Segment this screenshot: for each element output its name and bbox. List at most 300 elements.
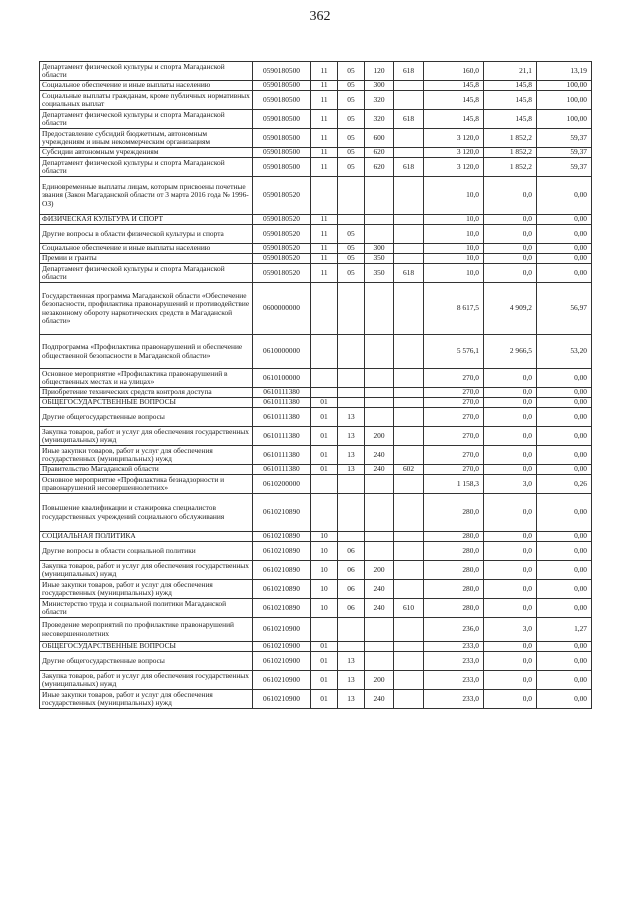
target-code: 0610111380: [253, 465, 311, 475]
table-row: [40, 225, 592, 244]
planned-amount: 10,0: [424, 264, 484, 283]
subsection-code: 05: [338, 91, 365, 110]
planned-amount: 145,8: [424, 91, 484, 110]
subsection-code: [338, 475, 365, 494]
expense-type: [365, 618, 394, 642]
table-row: [40, 283, 592, 335]
execution-percent: 0,00: [537, 369, 592, 388]
planned-amount: 280,0: [424, 561, 484, 580]
expense-type: 240: [365, 599, 394, 618]
execution-percent: 0,00: [537, 652, 592, 671]
execution-percent: 56,97: [537, 283, 592, 335]
execution-percent: 59,37: [537, 148, 592, 158]
item-name: Другие общегосударственные вопросы: [40, 408, 253, 427]
item-name: Социальное обеспечение и иные выплаты населению: [40, 81, 253, 91]
table-row: [40, 618, 592, 642]
expense-type: 350: [365, 254, 394, 264]
execution-percent: 0,00: [537, 215, 592, 225]
subsection-code: 05: [338, 148, 365, 158]
execution-percent: 0,00: [537, 264, 592, 283]
section-code: 01: [311, 671, 338, 690]
execution-percent: 0,00: [537, 254, 592, 264]
administrator-code: 618: [394, 264, 424, 283]
expense-type: [365, 335, 394, 369]
execution-percent: 0,00: [537, 599, 592, 618]
subsection-code: [338, 494, 365, 532]
section-code: [311, 494, 338, 532]
expense-type: 300: [365, 81, 394, 91]
section-code: 10: [311, 561, 338, 580]
expense-type: 320: [365, 110, 394, 129]
planned-amount: 233,0: [424, 642, 484, 652]
target-code: 0590180520: [253, 177, 311, 215]
subsection-code: 05: [338, 81, 365, 91]
executed-amount: 1 852,2: [484, 158, 537, 177]
executed-amount: 0,0: [484, 388, 537, 398]
target-code: 0590180520: [253, 264, 311, 283]
item-name: Департамент физической культуры и спорта Магаданской области: [40, 158, 253, 177]
administrator-code: [394, 494, 424, 532]
execution-percent: 100,00: [537, 81, 592, 91]
execution-percent: 100,00: [537, 91, 592, 110]
item-name: Повышение квалификации и стажировка специалистов государственных учреждений социального обслуживания: [40, 494, 253, 532]
executed-amount: 0,0: [484, 642, 537, 652]
table-row: [40, 110, 592, 129]
administrator-code: 610: [394, 599, 424, 618]
planned-amount: 3 120,0: [424, 129, 484, 148]
table-row: [40, 62, 592, 81]
table-row: [40, 690, 592, 709]
expense-type: [365, 369, 394, 388]
planned-amount: 1 158,3: [424, 475, 484, 494]
expense-type: [365, 177, 394, 215]
item-name: ОБЩЕГОСУДАРСТВЕННЫЕ ВОПРОСЫ: [40, 642, 253, 652]
executed-amount: 0,0: [484, 427, 537, 446]
subsection-code: [338, 283, 365, 335]
planned-amount: 10,0: [424, 254, 484, 264]
target-code: 0610111380: [253, 398, 311, 408]
executed-amount: 0,0: [484, 369, 537, 388]
planned-amount: 280,0: [424, 532, 484, 542]
section-code: [311, 283, 338, 335]
subsection-code: [338, 388, 365, 398]
section-code: 11: [311, 254, 338, 264]
execution-percent: 0,00: [537, 427, 592, 446]
subsection-code: 05: [338, 264, 365, 283]
section-code: 11: [311, 62, 338, 81]
execution-percent: 13,19: [537, 62, 592, 81]
target-code: 0610210900: [253, 618, 311, 642]
execution-percent: 0,00: [537, 244, 592, 254]
subsection-code: [338, 369, 365, 388]
planned-amount: 10,0: [424, 215, 484, 225]
item-name: Премии и гранты: [40, 254, 253, 264]
planned-amount: 8 617,5: [424, 283, 484, 335]
subsection-code: [338, 618, 365, 642]
execution-percent: 0,00: [537, 580, 592, 599]
section-code: 11: [311, 264, 338, 283]
table-row: [40, 215, 592, 225]
executed-amount: 0,0: [484, 542, 537, 561]
administrator-code: 618: [394, 62, 424, 81]
planned-amount: 270,0: [424, 408, 484, 427]
administrator-code: 618: [394, 158, 424, 177]
target-code: 0600000000: [253, 283, 311, 335]
table-row: [40, 264, 592, 283]
table-row: [40, 580, 592, 599]
section-code: [311, 177, 338, 215]
page-number: 362: [309, 9, 331, 24]
executed-amount: 0,0: [484, 177, 537, 215]
expense-type: 620: [365, 158, 394, 177]
table-row: [40, 369, 592, 388]
target-code: 0590180500: [253, 110, 311, 129]
item-name: Закупка товаров, работ и услуг для обеспечения государственных (муниципальных) нужд: [40, 671, 253, 690]
execution-percent: 0,00: [537, 388, 592, 398]
expense-type: 200: [365, 671, 394, 690]
executed-amount: 1 852,2: [484, 129, 537, 148]
target-code: 0610111380: [253, 427, 311, 446]
executed-amount: 4 909,2: [484, 283, 537, 335]
subsection-code: 13: [338, 446, 365, 465]
section-code: [311, 335, 338, 369]
target-code: 0590180520: [253, 254, 311, 264]
table-row: [40, 388, 592, 398]
subsection-code: [338, 177, 365, 215]
administrator-code: [394, 244, 424, 254]
target-code: 0590180500: [253, 91, 311, 110]
table-row: [40, 177, 592, 215]
subsection-code: 05: [338, 158, 365, 177]
administrator-code: [394, 446, 424, 465]
section-code: 01: [311, 642, 338, 652]
administrator-code: [394, 618, 424, 642]
administrator-code: [394, 580, 424, 599]
subsection-code: 13: [338, 408, 365, 427]
section-code: 01: [311, 408, 338, 427]
expense-type: [365, 652, 394, 671]
item-name: Департамент физической культуры и спорта Магаданской области: [40, 264, 253, 283]
execution-percent: 0,00: [537, 225, 592, 244]
table-row: [40, 427, 592, 446]
administrator-code: [394, 335, 424, 369]
target-code: 0610210890: [253, 561, 311, 580]
planned-amount: 10,0: [424, 225, 484, 244]
execution-percent: 1,27: [537, 618, 592, 642]
executed-amount: 0,0: [484, 671, 537, 690]
administrator-code: [394, 283, 424, 335]
planned-amount: 280,0: [424, 542, 484, 561]
subsection-code: 13: [338, 427, 365, 446]
item-name: Основное мероприятие «Профилактика безнадзорности и правонарушений несовершеннолетних»: [40, 475, 253, 494]
table-row: [40, 335, 592, 369]
subsection-code: [338, 642, 365, 652]
table-row: [40, 671, 592, 690]
planned-amount: 236,0: [424, 618, 484, 642]
table-row: [40, 408, 592, 427]
subsection-code: 13: [338, 671, 365, 690]
target-code: 0610210890: [253, 542, 311, 561]
item-name: Другие вопросы в области физической культуры и спорта: [40, 225, 253, 244]
item-name: Закупка товаров, работ и услуг для обеспечения государственных (муниципальных) нужд: [40, 561, 253, 580]
executed-amount: 0,0: [484, 561, 537, 580]
target-code: 0590180520: [253, 225, 311, 244]
execution-percent: 0,00: [537, 690, 592, 709]
section-code: 11: [311, 91, 338, 110]
execution-percent: 0,00: [537, 465, 592, 475]
item-name: Субсидии автономным учреждениям: [40, 148, 253, 158]
item-name: Проведение мероприятий по профилактике правонарушений несовершеннолетних: [40, 618, 253, 642]
planned-amount: 280,0: [424, 580, 484, 599]
section-code: 11: [311, 244, 338, 254]
executed-amount: 3,0: [484, 618, 537, 642]
target-code: 0610111380: [253, 408, 311, 427]
executed-amount: 0,0: [484, 494, 537, 532]
subsection-code: [338, 532, 365, 542]
table-row: [40, 642, 592, 652]
target-code: 0590180520: [253, 244, 311, 254]
expense-type: [365, 388, 394, 398]
planned-amount: 10,0: [424, 177, 484, 215]
target-code: 0610210890: [253, 494, 311, 532]
budget-table: [39, 61, 592, 709]
section-code: 11: [311, 129, 338, 148]
subsection-code: 06: [338, 580, 365, 599]
section-code: 01: [311, 690, 338, 709]
planned-amount: 233,0: [424, 690, 484, 709]
target-code: 0610210900: [253, 652, 311, 671]
executed-amount: 3,0: [484, 475, 537, 494]
planned-amount: 233,0: [424, 652, 484, 671]
subsection-code: 13: [338, 690, 365, 709]
executed-amount: 0,0: [484, 254, 537, 264]
administrator-code: [394, 642, 424, 652]
expense-type: 350: [365, 264, 394, 283]
planned-amount: 10,0: [424, 244, 484, 254]
subsection-code: [338, 215, 365, 225]
executed-amount: 0,0: [484, 532, 537, 542]
expense-type: [365, 532, 394, 542]
target-code: 0590180500: [253, 81, 311, 91]
table-row: [40, 465, 592, 475]
subsection-code: 06: [338, 599, 365, 618]
section-code: [311, 618, 338, 642]
subsection-code: 05: [338, 129, 365, 148]
administrator-code: [394, 81, 424, 91]
executed-amount: 21,1: [484, 62, 537, 81]
executed-amount: 0,0: [484, 580, 537, 599]
expense-type: 240: [365, 580, 394, 599]
expense-type: 320: [365, 91, 394, 110]
section-code: [311, 388, 338, 398]
expense-type: [365, 542, 394, 561]
planned-amount: 270,0: [424, 465, 484, 475]
target-code: 0610210890: [253, 580, 311, 599]
table-row: [40, 398, 592, 408]
table-row: [40, 129, 592, 148]
execution-percent: 59,37: [537, 129, 592, 148]
execution-percent: 59,37: [537, 158, 592, 177]
administrator-code: [394, 91, 424, 110]
subsection-code: 06: [338, 542, 365, 561]
section-code: 11: [311, 158, 338, 177]
execution-percent: 0,00: [537, 494, 592, 532]
administrator-code: [394, 369, 424, 388]
target-code: 0590180500: [253, 158, 311, 177]
table-row: [40, 148, 592, 158]
expense-type: 240: [365, 465, 394, 475]
item-name: Закупка товаров, работ и услуг для обеспечения государственных (муниципальных) нужд: [40, 427, 253, 446]
table-row: [40, 244, 592, 254]
item-name: Приобретение технических средств контроля доступа: [40, 388, 253, 398]
administrator-code: [394, 532, 424, 542]
planned-amount: 270,0: [424, 427, 484, 446]
subsection-code: 05: [338, 254, 365, 264]
item-name: Иные закупки товаров, работ и услуг для обеспечения государственных (муниципальных) нужд: [40, 446, 253, 465]
expense-type: [365, 494, 394, 532]
item-name: Предоставление субсидий бюджетным, автономным учреждениям и иным некоммерческим организациям: [40, 129, 253, 148]
planned-amount: 280,0: [424, 494, 484, 532]
target-code: 0590180520: [253, 215, 311, 225]
administrator-code: [394, 388, 424, 398]
planned-amount: 270,0: [424, 388, 484, 398]
execution-percent: 0,00: [537, 532, 592, 542]
item-name: Социальное обеспечение и иные выплаты населению: [40, 244, 253, 254]
expense-type: 600: [365, 129, 394, 148]
section-code: 10: [311, 580, 338, 599]
table-row: [40, 91, 592, 110]
planned-amount: 270,0: [424, 446, 484, 465]
target-code: 0610210890: [253, 532, 311, 542]
target-code: 0610210900: [253, 671, 311, 690]
section-code: 11: [311, 148, 338, 158]
administrator-code: [394, 177, 424, 215]
table-row: [40, 81, 592, 91]
executed-amount: 1 852,2: [484, 148, 537, 158]
table-row: [40, 532, 592, 542]
table-row: [40, 542, 592, 561]
administrator-code: [394, 215, 424, 225]
executed-amount: 145,8: [484, 91, 537, 110]
section-code: 11: [311, 215, 338, 225]
table-row: [40, 494, 592, 532]
subsection-code: 05: [338, 110, 365, 129]
executed-amount: 0,0: [484, 446, 537, 465]
target-code: 0610210890: [253, 599, 311, 618]
table-row: [40, 158, 592, 177]
administrator-code: [394, 254, 424, 264]
target-code: 0610000000: [253, 335, 311, 369]
administrator-code: [394, 690, 424, 709]
planned-amount: 5 576,1: [424, 335, 484, 369]
administrator-code: [394, 475, 424, 494]
subsection-code: 13: [338, 652, 365, 671]
section-code: 10: [311, 542, 338, 561]
expense-type: [365, 408, 394, 427]
executed-amount: 0,0: [484, 244, 537, 254]
section-code: 01: [311, 427, 338, 446]
item-name: Единовременные выплаты лицам, которым присвоены почетные звания (Закон Магаданской области от 3 марта 2016 года № 1996-ОЗ): [40, 177, 253, 215]
section-code: 01: [311, 465, 338, 475]
item-name: Другие общегосударственные вопросы: [40, 652, 253, 671]
expense-type: 200: [365, 427, 394, 446]
subsection-code: 05: [338, 244, 365, 254]
item-name: Подпрограмма «Профилактика правонарушений и обеспечение общественной безопасности в Магаданской области»: [40, 335, 253, 369]
item-name: Департамент физической культуры и спорта Магаданской области: [40, 62, 253, 81]
target-code: 0590180500: [253, 129, 311, 148]
administrator-code: [394, 129, 424, 148]
planned-amount: 145,8: [424, 81, 484, 91]
item-name: Министерство труда и социальной политики Магаданской области: [40, 599, 253, 618]
section-code: 11: [311, 225, 338, 244]
execution-percent: 0,00: [537, 398, 592, 408]
target-code: 0590180500: [253, 148, 311, 158]
expense-type: [365, 215, 394, 225]
section-code: 01: [311, 446, 338, 465]
expense-type: 200: [365, 561, 394, 580]
item-name: Иные закупки товаров, работ и услуг для обеспечения государственных (муниципальных) нужд: [40, 580, 253, 599]
administrator-code: [394, 671, 424, 690]
execution-percent: 53,20: [537, 335, 592, 369]
administrator-code: [394, 561, 424, 580]
planned-amount: 160,0: [424, 62, 484, 81]
section-code: 10: [311, 532, 338, 542]
executed-amount: 0,0: [484, 398, 537, 408]
expense-type: 240: [365, 446, 394, 465]
subsection-code: 13: [338, 465, 365, 475]
executed-amount: 0,0: [484, 690, 537, 709]
executed-amount: 0,0: [484, 264, 537, 283]
administrator-code: 602: [394, 465, 424, 475]
item-name: Государственная программа Магаданской области «Обеспечение безопасности, профилактика правонарушений и противодействие незаконному обороту наркотических средств в Магаданской области»: [40, 283, 253, 335]
item-name: Иные закупки товаров, работ и услуг для обеспечения государственных (муниципальных) нужд: [40, 690, 253, 709]
table-row: [40, 652, 592, 671]
expense-type: 120: [365, 62, 394, 81]
section-code: 01: [311, 652, 338, 671]
expense-type: [365, 398, 394, 408]
administrator-code: 618: [394, 110, 424, 129]
planned-amount: 270,0: [424, 398, 484, 408]
executed-amount: 145,8: [484, 81, 537, 91]
subsection-code: 05: [338, 62, 365, 81]
planned-amount: 270,0: [424, 369, 484, 388]
executed-amount: 0,0: [484, 465, 537, 475]
execution-percent: 0,00: [537, 408, 592, 427]
section-code: 11: [311, 110, 338, 129]
target-code: 0610111380: [253, 446, 311, 465]
expense-type: 620: [365, 148, 394, 158]
item-name: Департамент физической культуры и спорта Магаданской области: [40, 110, 253, 129]
executed-amount: 0,0: [484, 408, 537, 427]
subsection-code: [338, 335, 365, 369]
planned-amount: 3 120,0: [424, 148, 484, 158]
item-name: Другие вопросы в области социальной политики: [40, 542, 253, 561]
target-code: 0610100000: [253, 369, 311, 388]
expense-type: [365, 642, 394, 652]
administrator-code: [394, 398, 424, 408]
item-name: ОБЩЕГОСУДАРСТВЕННЫЕ ВОПРОСЫ: [40, 398, 253, 408]
administrator-code: [394, 408, 424, 427]
item-name: ФИЗИЧЕСКАЯ КУЛЬТУРА И СПОРТ: [40, 215, 253, 225]
executed-amount: 2 966,5: [484, 335, 537, 369]
subsection-code: [338, 398, 365, 408]
table-row: [40, 254, 592, 264]
administrator-code: [394, 427, 424, 446]
table-row: [40, 446, 592, 465]
item-name: Правительство Магаданской области: [40, 465, 253, 475]
planned-amount: 3 120,0: [424, 158, 484, 177]
expense-type: 300: [365, 244, 394, 254]
